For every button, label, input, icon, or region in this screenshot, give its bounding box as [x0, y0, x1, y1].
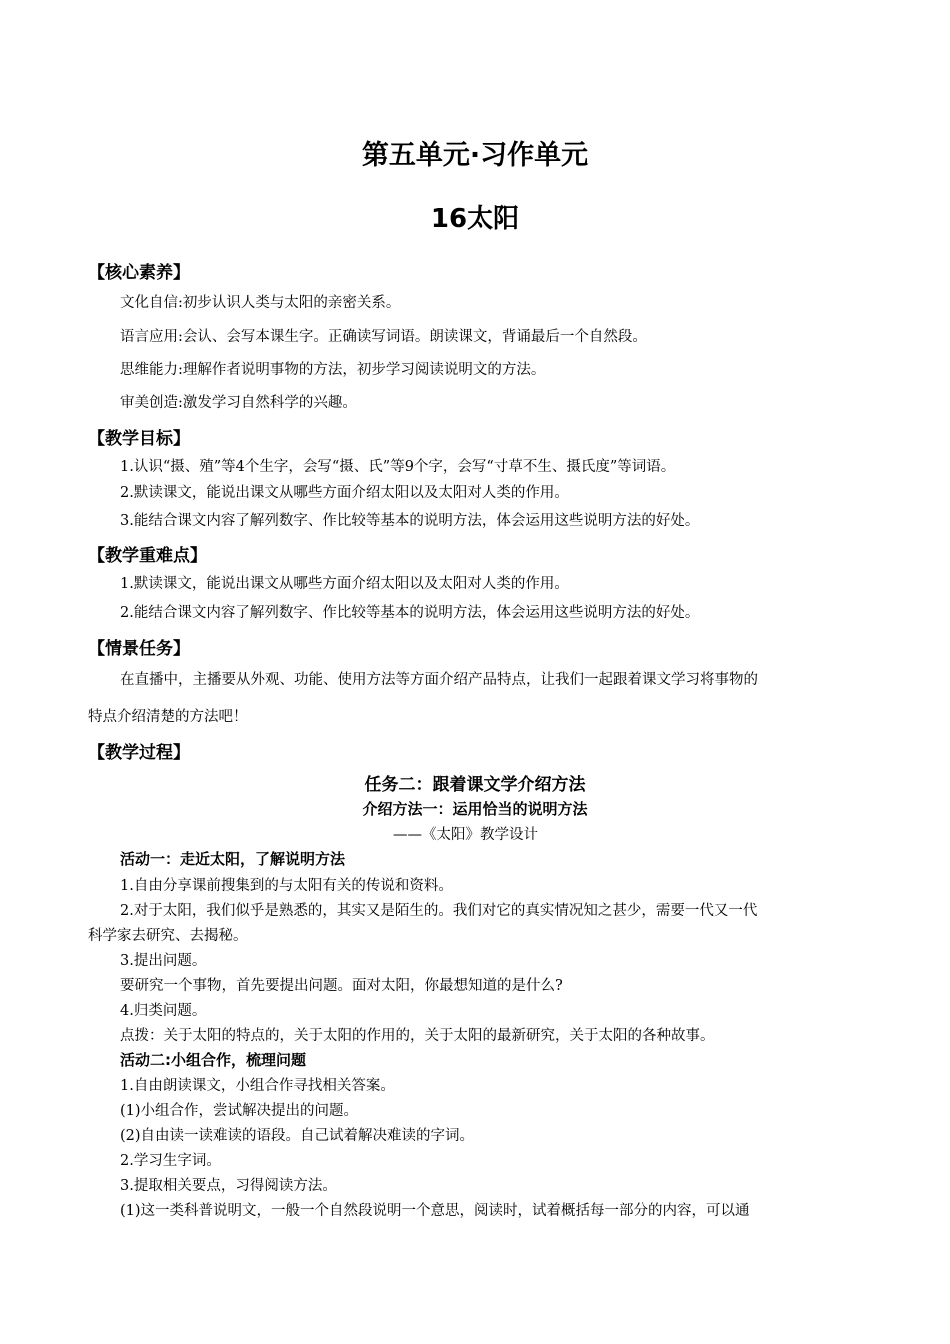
core-item: 思维能力:理解作者说明事物的方法，初步学习阅读说明文的方法。	[120, 362, 546, 378]
goal-item: 2.默读课文，能说出课文从哪些方面介绍太阳以及太阳对人类的作用。	[120, 485, 569, 501]
teaching-goals-heading: 【教学目标】	[88, 429, 190, 449]
activity-line: 4.归类问题。	[120, 1003, 207, 1019]
activity-line: 点拨：关于太阳的特点的，关于太阳的作用的，关于太阳的最新研究，关于太阳的各种故事。	[120, 1028, 715, 1044]
activity-line: 2.对于太阳，我们似乎是熟悉的，其实又是陌生的。我们对它的真实情况知之甚少，需要一代又一代	[120, 903, 758, 919]
method-title: 介绍方法一：运用恰当的说明方法	[362, 800, 588, 818]
activity-line: 3.提取相关要点，习得阅读方法。	[120, 1178, 337, 1194]
key-point-item: 1.默读课文，能说出课文从哪些方面介绍太阳以及太阳对人类的作用。	[120, 576, 569, 592]
activity-line: 科学家去研究、去揭秘。	[88, 928, 248, 944]
activity-line: 1.自由朗读课文，小组合作寻找相关答案。	[120, 1078, 395, 1094]
key-points-heading: 【教学重难点】	[88, 546, 207, 566]
activity-line: 1.自由分享课前搜集到的与太阳有关的传说和资料。	[120, 878, 453, 894]
activity-line: 2.学习生字词。	[120, 1153, 221, 1169]
goal-item: 1.认识“摄、殖”等4个生字，会写“摄、氏”等9个字，会写“寸草不生、摄氏度”等词语。	[120, 459, 676, 475]
activity-line: (1)小组合作，尝试解决提出的问题。	[120, 1103, 359, 1119]
goal-item: 3.能结合课文内容了解列数字、作比较等基本的说明方法，体会运用这些说明方法的好处。	[120, 513, 700, 529]
design-note: ——《太阳》教学设计	[393, 827, 538, 843]
core-literacy-heading: 【核心素养】	[88, 263, 190, 283]
lesson-title: 16太阳	[430, 204, 520, 234]
activity-two-title: 活动二:小组合作，梳理问题	[120, 1051, 306, 1069]
scenario-heading: 【情景任务】	[88, 639, 190, 659]
activity-line: (1)这一类科普说明文，一般一个自然段说明一个意思，阅读时，试着概括每一部分的内容，可以通	[120, 1203, 750, 1219]
task-title: 任务二：跟着课文学介绍方法	[364, 775, 586, 795]
key-point-item: 2.能结合课文内容了解列数字、作比较等基本的说明方法，体会运用这些说明方法的好处。	[120, 605, 700, 621]
activity-one-title: 活动一：走近太阳，了解说明方法	[120, 850, 346, 868]
activity-line: (2)自由读一读难读的语段。自己试着解决难读的字词。	[120, 1128, 475, 1144]
core-item: 审美创造:激发学习自然科学的兴趣。	[120, 395, 357, 411]
process-heading: 【教学过程】	[88, 743, 190, 763]
activity-line: 3.提出问题。	[120, 953, 207, 969]
scenario-text: 在直播中，主播要从外观、功能、使用方法等方面介绍产品特点，让我们一起跟着课文学习将事物的	[120, 672, 758, 688]
core-item: 文化自信:初步认识人类与太阳的亲密关系。	[120, 295, 401, 311]
activity-line: 要研究一个事物，首先要提出问题。面对太阳，你最想知道的是什么?	[120, 978, 563, 994]
core-item: 语言应用:会认、会写本课生字。正确读写词语。朗读课文，背诵最后一个自然段。	[120, 329, 647, 345]
scenario-text: 特点介绍清楚的方法吧！	[88, 709, 248, 725]
unit-title: 第五单元·习作单元	[361, 140, 589, 171]
